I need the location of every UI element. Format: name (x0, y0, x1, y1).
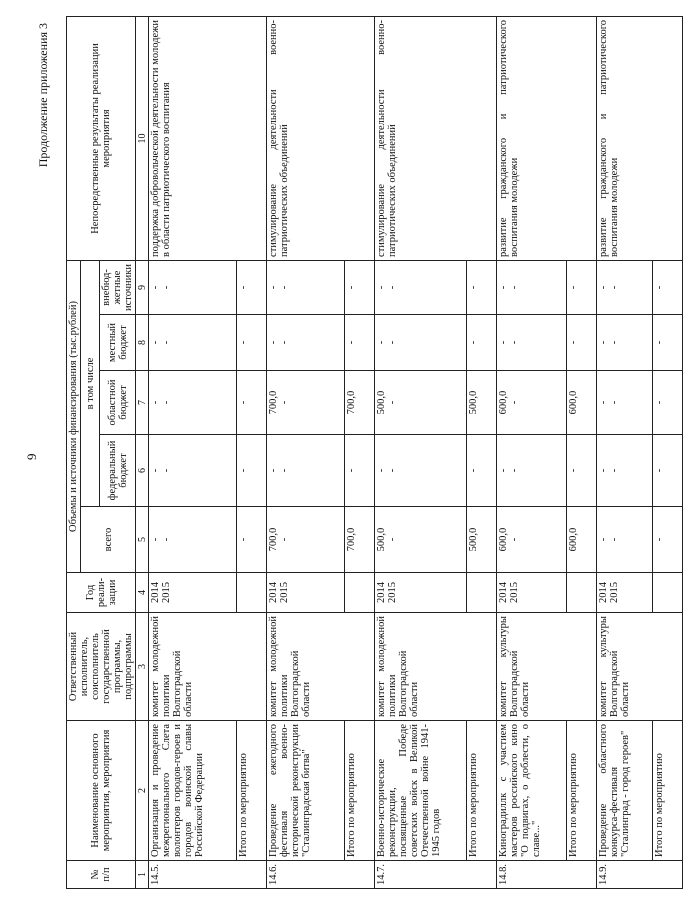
finance-regional: 700,0 - (267, 371, 345, 435)
year-empty (653, 573, 683, 613)
header-federal: федеральный бюджет (100, 435, 136, 507)
row-number: 14.5. (149, 861, 267, 889)
implementation-year: 2014 2015 (375, 573, 467, 613)
responsible-executor: комитет молодежной политики Волгоградской области (149, 613, 267, 721)
finance-total: 700,0 - (267, 507, 345, 573)
header-extrabudget: внебюд-жетные источники (100, 260, 136, 314)
total-finance-regional: - (237, 371, 267, 435)
col-number: 5 (136, 507, 149, 573)
total-label: Итого по мероприятию (653, 721, 683, 861)
row-number: 14.8. (497, 861, 597, 889)
total-finance-regional: 700,0 (345, 371, 375, 435)
responsible-executor: комитет молодежной политики Волгоградской области (267, 613, 375, 721)
year-empty (567, 573, 597, 613)
total-finance-federal: - (345, 435, 375, 507)
total-finance-local: - (237, 315, 267, 371)
table-row (149, 16, 237, 888)
col-number: 7 (136, 371, 149, 435)
total-finance-extrabudget: - (467, 260, 497, 314)
total-finance-total: 600,0 (567, 507, 597, 573)
finance-total: - - (597, 507, 653, 573)
column-number-row (136, 16, 149, 888)
finance-federal: - - (497, 435, 567, 507)
col-number: 4 (136, 573, 149, 613)
finance-regional: - - (597, 371, 653, 435)
implementation-year: 2014 2015 (497, 573, 567, 613)
finance-local: - - (497, 315, 567, 371)
total-finance-federal: - (567, 435, 597, 507)
implementation-year: 2014 2015 (267, 573, 345, 613)
expected-result: развитие гражданского и патриотического воспитания молодежи (597, 16, 683, 260)
responsible-executor: комитет культуры Волгоградской области (497, 613, 597, 721)
responsible-executor: комитет культуры Волгоградской области (597, 613, 683, 721)
finance-extrabudget: - - (597, 260, 653, 314)
row-number: 14.6. (267, 861, 375, 889)
table-row (597, 16, 653, 888)
col-number: 9 (136, 260, 149, 314)
col-number: 10 (136, 16, 149, 260)
total-finance-extrabudget: - (567, 260, 597, 314)
table-body (149, 16, 683, 888)
header-results: Непосредственные результаты реализации мероприятия (67, 16, 136, 260)
total-finance-local: - (653, 315, 683, 371)
activity-name: Проведение областного конкурса-фестиваля "Сталинград - город героев" (597, 721, 653, 861)
header-including: в том числе (81, 260, 100, 506)
total-finance-regional: 500,0 (467, 371, 497, 435)
total-finance-extrabudget: - (345, 260, 375, 314)
total-label: Итого по мероприятию (345, 721, 375, 861)
total-finance-total: - (237, 507, 267, 573)
total-finance-regional: 600,0 (567, 371, 597, 435)
activity-name: Военно-исторические реконструкции, посвященные Победе советских войск в Великой Отечественной войне 1941-1945 годов (375, 721, 467, 861)
finance-extrabudget: - - (149, 260, 237, 314)
finance-federal: - - (149, 435, 237, 507)
col-number: 2 (136, 721, 149, 861)
year-empty (345, 573, 375, 613)
responsible-executor: комитет молодежной политики Волгоградской области (375, 613, 497, 721)
total-finance-total: 500,0 (467, 507, 497, 573)
total-finance-total: - (653, 507, 683, 573)
col-number: 6 (136, 435, 149, 507)
header-finance: Объемы и источники финансирования (тыс.рублей) (67, 260, 81, 572)
total-finance-extrabudget: - (237, 260, 267, 314)
expected-result: развитие гражданского и патриотического воспитания молодежи (497, 16, 597, 260)
program-table (66, 16, 683, 889)
table-row (497, 16, 567, 888)
table-row (267, 16, 345, 888)
activity-name: Организация и проведение межрегионального Слета волонтеров городов-героев и городов воинской славы Российской Федерации (149, 721, 237, 861)
header-regional: областной бюджет (100, 371, 136, 435)
col-number: 3 (136, 613, 149, 721)
finance-regional: - - (149, 371, 237, 435)
col-number: 1 (136, 861, 149, 889)
expected-result: стимулирование деятельности военно-патриотических объединений (267, 16, 375, 260)
year-empty (467, 573, 497, 613)
implementation-year: 2014 2015 (597, 573, 653, 613)
total-finance-federal: - (237, 435, 267, 507)
header-year: Год реали-зации (67, 573, 136, 613)
total-finance-local: - (467, 315, 497, 371)
year-empty (237, 573, 267, 613)
total-finance-regional: - (653, 371, 683, 435)
finance-extrabudget: - - (497, 260, 567, 314)
header-responsible: Ответственный исполнитель, соисполнитель государственной программы, подпрограммы (67, 613, 136, 721)
header-local: местный бюджет (100, 315, 136, 371)
finance-federal: - - (375, 435, 467, 507)
implementation-year: 2014 2015 (149, 573, 237, 613)
finance-regional: 500,0 - (375, 371, 467, 435)
total-finance-federal: - (467, 435, 497, 507)
finance-extrabudget: - - (267, 260, 345, 314)
row-number: 14.9. (597, 861, 683, 889)
header-num: № п/п (67, 861, 136, 889)
header-total: всего (81, 507, 136, 573)
finance-total: 500,0 - (375, 507, 467, 573)
finance-extrabudget: - - (375, 260, 467, 314)
finance-federal: - - (267, 435, 345, 507)
page-number: 9 (24, 453, 39, 460)
header-name: Наименование основного мероприятия, мероприятия (67, 721, 136, 861)
page-subtitle: Продолжение приложения 3 (36, 23, 50, 168)
total-finance-federal: - (653, 435, 683, 507)
total-finance-extrabudget: - (653, 260, 683, 314)
finance-local: - - (597, 315, 653, 371)
finance-total: - - (149, 507, 237, 573)
col-number: 8 (136, 315, 149, 371)
finance-total: 600,0 - (497, 507, 567, 573)
finance-local: - - (375, 315, 467, 371)
total-label: Итого по мероприятию (237, 721, 267, 861)
finance-regional: 600,0 - (497, 371, 567, 435)
expected-result: поддержка добровольческой деятельности молодежи в области патриотического воспитания (149, 16, 267, 260)
activity-name: Киноградиллк с участием мастеров российского кино "О подвигах, о доблести, о славе..." (497, 721, 567, 861)
total-label: Итого по мероприятию (467, 721, 497, 861)
activity-name: Проведение ежегодного фестиваля военно-исторической реконструкции "Сталинградская битва" (267, 721, 345, 861)
expected-result: стимулирование деятельности военно-патриотических объединений (375, 16, 497, 260)
total-finance-local: - (345, 315, 375, 371)
finance-federal: - - (597, 435, 653, 507)
total-label: Итого по мероприятию (567, 721, 597, 861)
table-row (375, 16, 467, 888)
finance-local: - - (149, 315, 237, 371)
total-finance-total: 700,0 (345, 507, 375, 573)
row-number: 14.7. (375, 861, 497, 889)
total-finance-local: - (567, 315, 597, 371)
finance-local: - - (267, 315, 345, 371)
table-header (67, 16, 149, 888)
